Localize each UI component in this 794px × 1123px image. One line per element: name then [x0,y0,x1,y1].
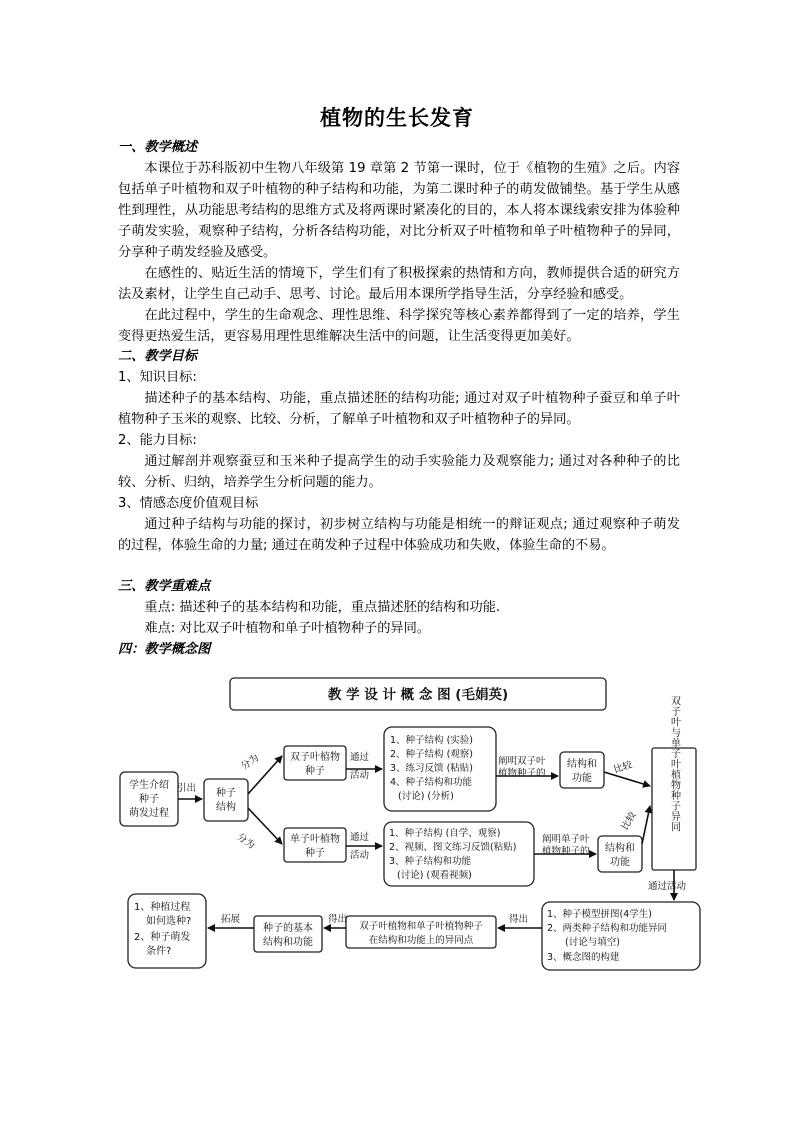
via-activity-1-line-2: 活动 [350,770,370,781]
via-activity-2-line-1: 通过 [350,832,370,843]
structure-function-1-line-2: 功能 [572,773,592,784]
concept-diagram-svg [118,676,703,976]
monocot-activity-1: 1、种子结构 (自学、观察) [389,828,501,839]
concept-diagram [118,676,703,976]
diagram-title: 教 学 设 计 概 念 图 (毛娟英) [327,687,509,703]
monocot-activity-3: 3、种子结构和功能 [389,856,472,867]
section-heading-overview: 一、教学概述 [118,140,198,155]
derive-label-2: 得出 [328,914,348,925]
goal-label-attitude: 3、情感态度价值观目标 [118,496,259,511]
dicot-activity-3: 3、练习反馈 (粘贴) [390,763,473,774]
goal-text-attitude: 通过种子结构与功能的探讨，初步树立结构与功能是相统一的辩证观点; 通过观察种子萌发的过程，体验生命的力量; 通过在萌发种子过程中体验成功和失败，体验生命的不易。 [118,517,680,553]
extend-label: 拓展 [221,914,241,925]
compare-label-1: 比较 [612,759,634,776]
section-overview [118,137,680,347]
overview-paragraph-2: 在感性的、贴近生活的情境下，学生们有了积极探索的热情和方向，教师提供合适的研究方法及素材，让学生自己动手、思考、讨论。最后用本课所学指导生活，分享经验和感受。 [118,266,680,302]
clarify-dicot-line-1: 阐明双子叶 [498,756,546,767]
goal-text-ability: 通过解剖并观察蚕豆和玉米种子提高学生的动手实验能力及观察能力; 通过对各种种子的比较、分析、归纳，培养学生分析问题的能力。 [118,454,680,490]
overview-paragraph-1: 本课位于苏科版初中生物八年级第 19 章第 2 节第一课时，位于《植物的生殖》之后。内容包括单子叶植物和双子叶植物的种子结构和功能，为第二课时种子的萌发做铺垫。基于学生从感性到理性，从功能思考结构的思维方式及将两课时紧凑化的目的，本人将本课线索安排为体验种子萌发实验，观察种子结构，分析各结构功能，对比分析双子叶植物和单子叶植物种子的异同，分享种子萌发经验及感受。 [118,161,680,260]
start-line-2: 种子 [139,794,159,805]
via-activity-2-line-2: 活动 [350,850,370,861]
compare-label-2: 比较 [619,810,639,833]
structure-function-2-line-2: 功能 [610,857,630,868]
basic-structure-line-1: 种子的基本 [263,923,313,934]
section-heading-concept-map: 四：教学概念图 [118,642,211,657]
seed-structure-line-2: 结构 [216,802,236,813]
start-line-3: 萌发过程 [129,808,169,819]
section-heading-goals: 二、教学目标 [118,349,198,364]
extension-line-2: 如何选种? [146,916,192,927]
monocot-seed-line-2: 种子 [305,848,325,859]
via-activity-3-label: 通过活动 [648,881,687,892]
section-key-points [118,576,680,639]
dicot-activity-4: 4、种子结构和功能 [390,777,473,788]
section-heading-key-points: 三、教学重难点 [118,579,211,594]
extension-line-3: 2、种子萌发 [134,932,191,943]
split-up-label: 分为 [239,752,262,773]
comparison-text: 双子叶与单子叶植物种子异同 [668,695,680,833]
lead-out-label: 引出 [177,783,197,794]
bottom-activity-1: 1、种子模型拼图(4学生) [547,909,653,920]
start-line-1: 学生介绍 [129,780,169,791]
section-concept-map [118,639,680,660]
extension-line-1: 1、种植过程 [134,902,191,913]
clarify-monocot-line-2: 植物种子的 [542,846,590,857]
dicot-seed-line-2: 种子 [305,766,325,777]
via-activity-1-line-1: 通过 [350,752,370,763]
dicot-seed-line-1: 双子叶植物 [290,752,340,763]
difficult-point: 难点: 对比双子叶植物和单子叶植物种子的异同。 [144,621,430,636]
derive-label-1: 得出 [509,914,529,925]
seed-structure-line-1: 种子 [216,788,236,799]
dicot-activity-2: 2、种子结构 (观察) [390,749,473,760]
goal-text-knowledge: 描述种子的基本结构、功能，重点描述胚的结构功能; 通过对双子叶植物种子蚕豆和单子叶植物种子玉米的观察、比较、分析，了解单子叶植物和双子叶植物种子的异同。 [118,391,680,427]
bottom-activity-2: 2、两类种子结构和功能异同 [547,923,668,934]
differences-line-2: 在结构和功能上的异同点 [368,935,474,946]
monocot-activity-4: (讨论) (观看视频) [397,870,472,881]
dicot-activity-5: (讨论) (分析) [398,791,454,802]
clarify-monocot-line-1: 阐明单子叶 [542,834,590,845]
structure-function-2-line-1: 结构和 [605,843,635,854]
differences-line-1: 双子叶植物和单子叶植物种子 [359,921,483,932]
bottom-activity-4: 3、概念图的构建 [547,952,620,963]
goal-label-knowledge: 1、知识目标: [118,370,197,385]
overview-paragraph-3: 在此过程中，学生的生命观念、理性思维、科学探究等核心素养都得到了一定的培养，学生变得更热爱生活，更容易用理性思维解决生活中的问题，让生活变得更加美好。 [118,308,680,344]
basic-structure-line-2: 结构和功能 [263,937,313,948]
seed-structure-box [204,779,248,821]
section-goals [118,346,680,556]
key-point: 重点: 描述种子的基本结构和功能，重点描述胚的结构和功能. [144,600,501,615]
goal-label-ability: 2、能力目标: [118,433,197,448]
split-down-label: 分为 [234,831,257,852]
structure-function-1-line-1: 结构和 [567,759,597,770]
clarify-dicot-line-2: 植物种子的 [498,768,546,779]
page-title: 植物的生长发育 [320,105,474,130]
dicot-activity-1: 1、种子结构 (实验) [390,735,473,746]
monocot-activity-2: 2、视频、图文练习反馈(粘贴) [389,842,517,853]
extension-line-4: 条件? [146,946,172,957]
bottom-activity-3: (讨论与填空) [565,937,620,948]
monocot-seed-line-1: 单子叶植物 [290,834,340,845]
